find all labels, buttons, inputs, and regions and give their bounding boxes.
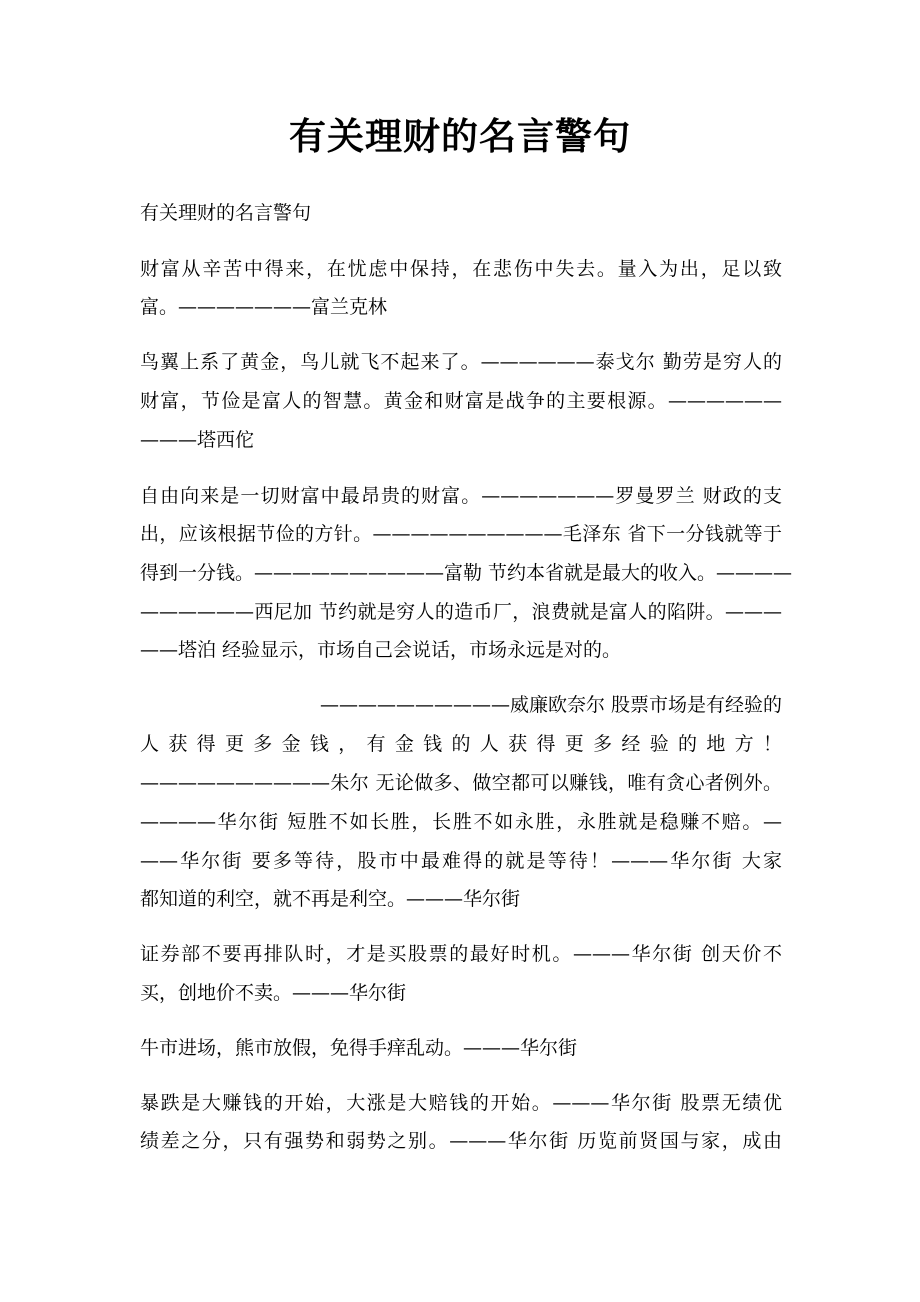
text-line: 富。———————富兰克林 xyxy=(140,296,388,318)
text-line: ——————————朱尔 无论做多、做空都可以赚钱，唯有贪心者例外。 xyxy=(140,772,782,794)
text-line: 鸟翼上系了黄金，鸟儿就飞不起来了。——————泰戈尔 勤劳是穷人的 xyxy=(140,351,782,373)
text-line: ——华尔街 要多等待，股市中最难得的就是等待！———华尔街 大家 xyxy=(140,850,782,872)
text-line: ————华尔街 短胜不如长胜，长胜不如永胜，永胜就是稳赚不赔。— xyxy=(140,811,782,833)
text-line: 财富，节俭是富人的智慧。黄金和财富是战争的主要根源。—————— xyxy=(140,390,782,412)
text-line: 人获得更多金钱，有金钱的人获得更多经验的地方！ xyxy=(140,733,782,755)
text-line: 都知道的利空，就不再是利空。———华尔街 xyxy=(140,888,521,910)
text-line: 自由向来是一切财富中最昂贵的财富。———————罗曼罗兰 财政的支 xyxy=(140,485,782,507)
text-line: 牛市进场，熊市放假，免得手痒乱动。———华尔街 xyxy=(140,1037,578,1059)
text-line: 得到一分钱。——————————富勒 节约本省就是最大的收入。———— xyxy=(140,562,793,584)
text-line: ——————————威廉欧奈尔 股票市场是有经验的 xyxy=(319,694,782,716)
text-line: 财富从辛苦中得来，在忧虑中保持，在悲伤中失去。量入为出，足以致 xyxy=(140,258,782,280)
text-line: ——————西尼加 节约就是穷人的造币厂，浪费就是富人的陷阱。——— xyxy=(140,601,782,623)
subtitle-line: 有关理财的名言警句 xyxy=(140,202,312,224)
text-line: ——塔泊 经验显示，市场自己会说话，市场永远是对的。 xyxy=(140,639,622,661)
text-line: ———塔西佗 xyxy=(140,429,255,451)
page-title: 有关理财的名言警句 xyxy=(289,114,631,158)
text-line: 绩差之分，只有强势和弱势之别。———华尔街 历览前贤国与家，成由 xyxy=(140,1130,782,1152)
text-line: 买，创地价不卖。———华尔街 xyxy=(140,982,407,1004)
text-line: 暴跌是大赚钱的开始，大涨是大赔钱的开始。———华尔街 股票无绩优 xyxy=(140,1092,782,1114)
text-line: 出，应该根据节俭的方针。——————————毛泽东 省下一分钱就等于 xyxy=(140,523,782,545)
text-line: 证券部不要再排队时，才是买股票的最好时机。———华尔街 创天价不 xyxy=(140,943,782,965)
